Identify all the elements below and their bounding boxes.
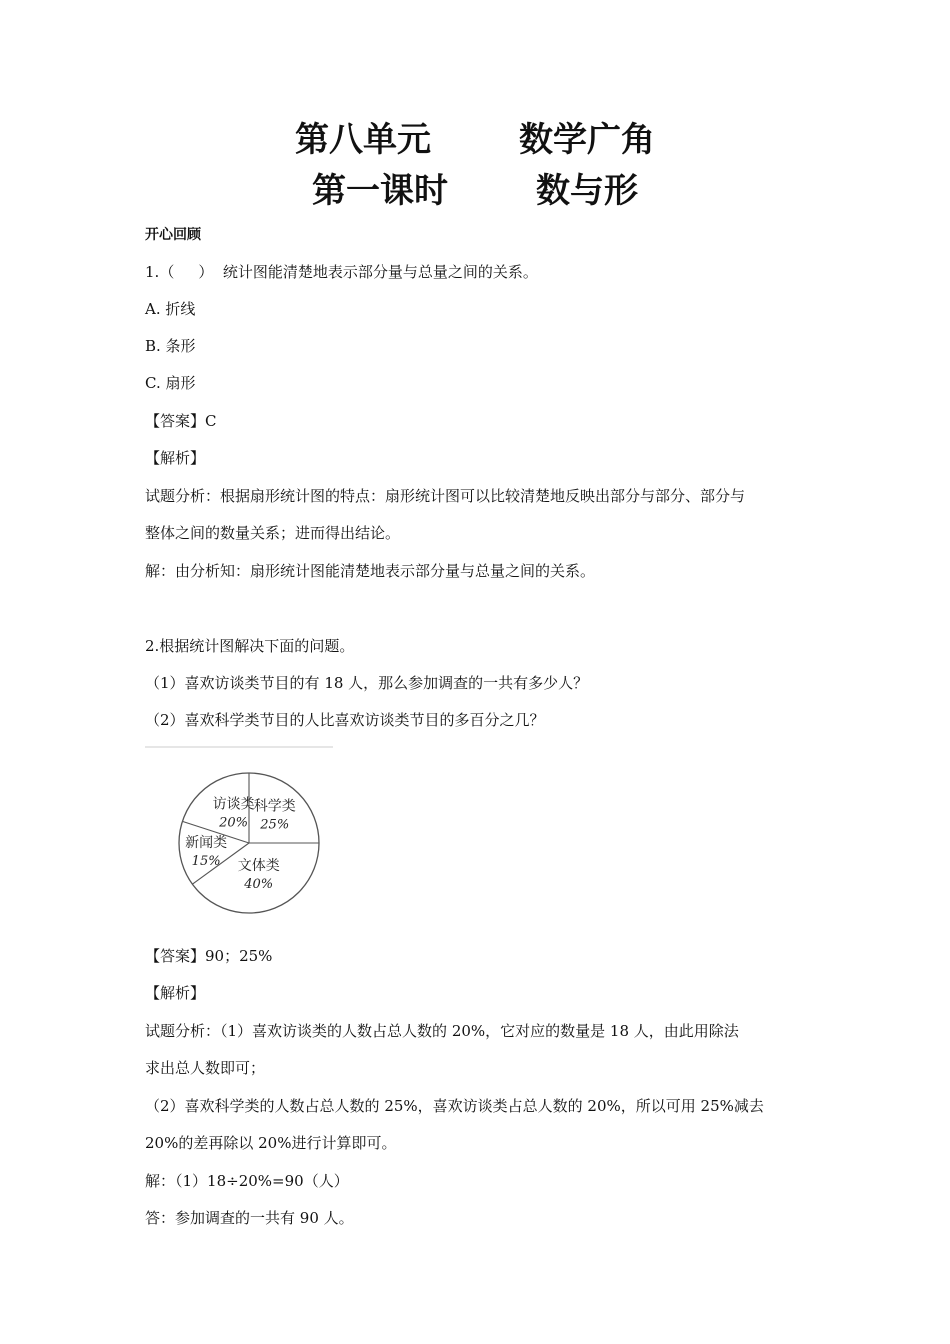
q1-analysis-head: 【解析】 bbox=[145, 449, 206, 467]
q1-option-a: A. 折线 bbox=[145, 300, 196, 318]
pie-slice-label: 文体类 bbox=[237, 857, 280, 874]
lesson-title-right: 数与形 bbox=[536, 171, 638, 211]
q2-answer: 【答案】90；25% bbox=[145, 947, 273, 965]
section-heading: 开心回顾 bbox=[145, 227, 201, 243]
q1-analysis-line: 整体之间的数量关系；进而得出结论。 bbox=[145, 524, 401, 542]
unit-title-right: 数学广角 bbox=[519, 120, 655, 160]
unit-title bbox=[0, 120, 950, 160]
lesson-title bbox=[0, 171, 950, 211]
q2-solution-line: 解：（1）18÷20%=90（人） bbox=[145, 1172, 349, 1190]
q2-part-1: （1）喜欢访谈类节目的有 18 人，那么参加调查的一共有多少人？ bbox=[145, 674, 589, 692]
pie-slice-label: 科学类 bbox=[253, 798, 296, 815]
pie-chart-svg bbox=[145, 746, 335, 921]
pie-slice-label: 访谈类 bbox=[212, 796, 255, 813]
lesson-title-left: 第一课时 bbox=[312, 171, 448, 211]
pie-slice-value: 20% bbox=[219, 815, 249, 831]
pie-slice-label: 新闻类 bbox=[185, 834, 228, 851]
q1-stem bbox=[145, 262, 538, 282]
q1-stem-text: 统计图能清楚地表示部分量与总量之间的关系。 bbox=[222, 263, 538, 281]
q2-analysis-line: 求出总人数即可； bbox=[145, 1059, 266, 1077]
pie-slice-value: 25% bbox=[260, 817, 290, 833]
q1-analysis-line: 试题分析：根据扇形统计图的特点：扇形统计图可以比较清楚地反映出部分与部分、部分与 bbox=[145, 487, 746, 505]
q2-analysis-line: 试题分析：（1）喜欢访谈类的人数占总人数的 20%，它对应的数量是 18 人，由此用除法 bbox=[145, 1022, 739, 1040]
q1-answer: 【答案】C bbox=[145, 412, 217, 430]
q1-paren-open: （ bbox=[159, 263, 175, 281]
unit-title-left: 第八单元 bbox=[295, 120, 431, 160]
q1-option-c: C. 扇形 bbox=[145, 374, 196, 392]
pie-slice-value: 15% bbox=[191, 853, 221, 869]
q1-paren-close: ） bbox=[198, 263, 214, 281]
q2-analysis-line: （2）喜欢科学类的人数占总人数的 25%，喜欢访谈类占总人数的 20%，所以可用 25%减去 bbox=[145, 1097, 764, 1115]
pie-chart bbox=[145, 746, 335, 921]
q2-analysis-head: 【解析】 bbox=[145, 984, 206, 1002]
q2-stem: 2.根据统计图解决下面的问题。 bbox=[145, 637, 355, 655]
q2-solution-line: 答：参加调查的一共有 90 人。 bbox=[145, 1209, 354, 1227]
q1-analysis-line: 解：由分析知：扇形统计图能清楚地表示部分量与总量之间的关系。 bbox=[145, 562, 596, 580]
q1-option-b: B. 条形 bbox=[145, 337, 196, 355]
q2-part-2: （2）喜欢科学类节目的人比喜欢访谈类节目的多百分之几？ bbox=[145, 711, 545, 729]
pie-slice-value: 40% bbox=[244, 876, 274, 892]
q1-number: 1. bbox=[145, 263, 160, 281]
q2-analysis-line: 20%的差再除以 20%进行计算即可。 bbox=[145, 1134, 397, 1152]
